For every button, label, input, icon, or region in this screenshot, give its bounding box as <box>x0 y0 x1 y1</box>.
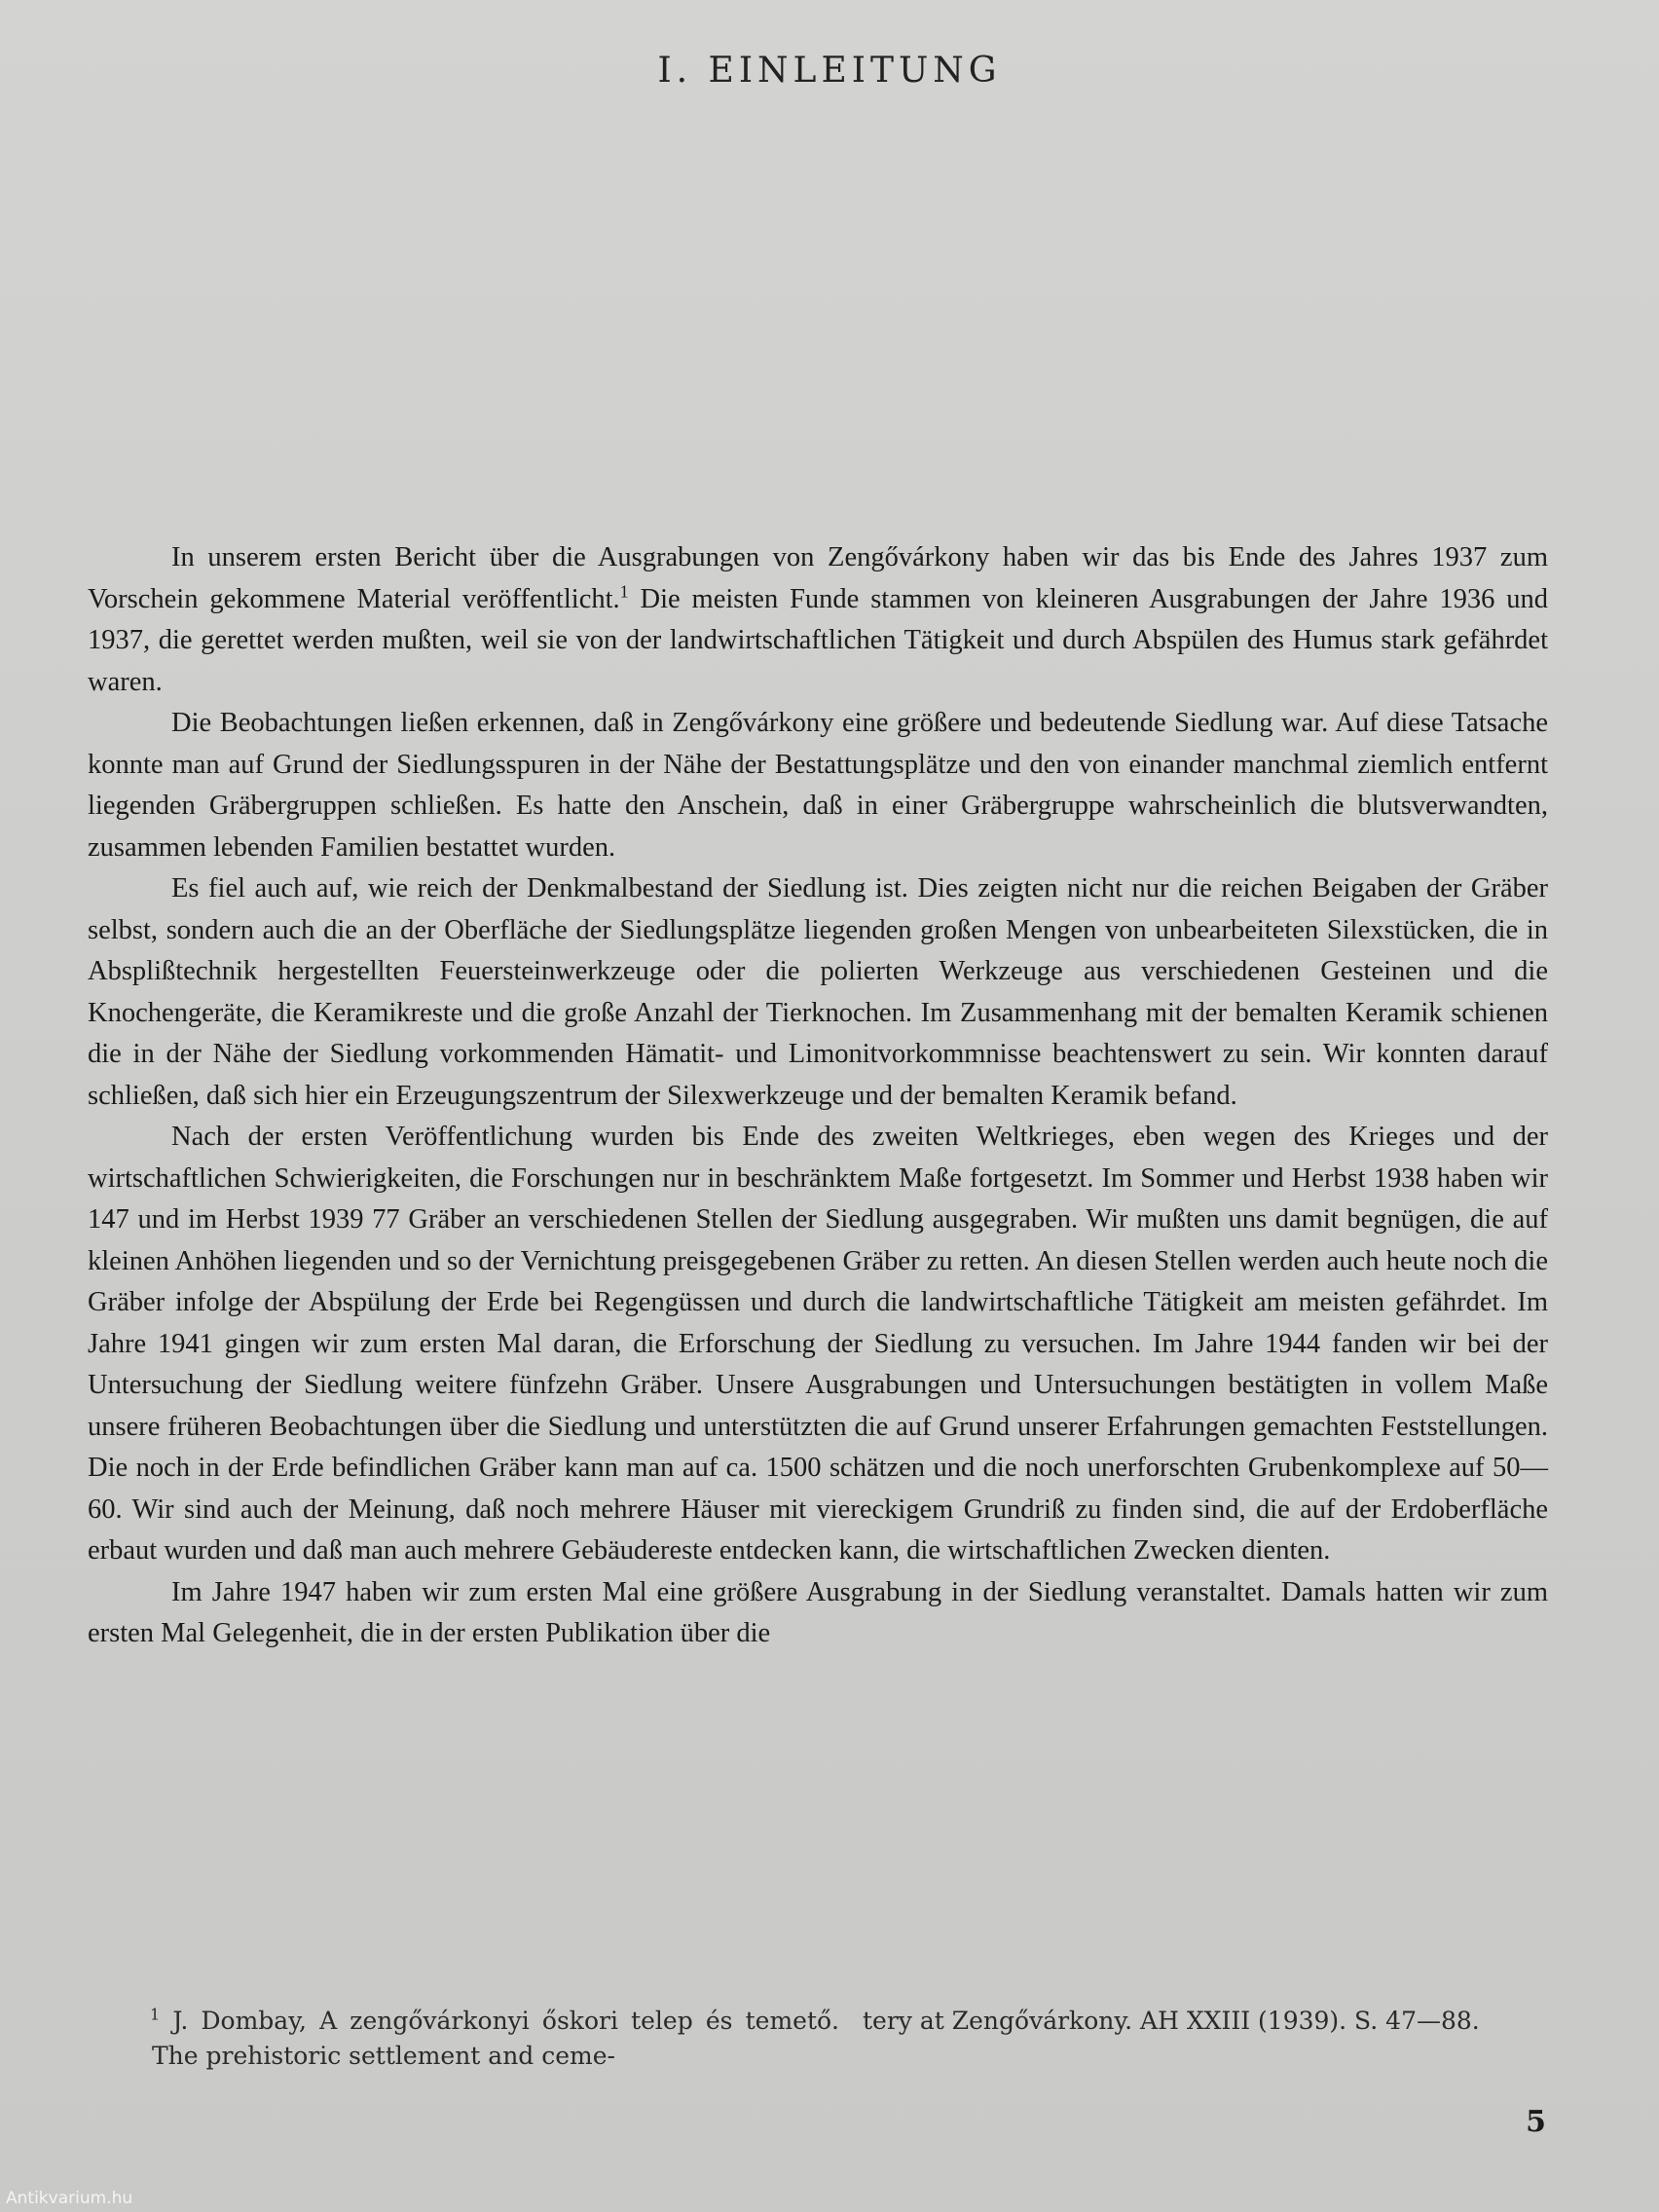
footnote-column-2: tery at Zengővárkony. AH XXIII (1939). S. 47—88. <box>863 2007 1480 2035</box>
chapter-heading: I. EINLEITUNG <box>657 51 1002 91</box>
watermark: Antikvarium.hu <box>6 2189 133 2208</box>
paragraph-1: In unserem ersten Bericht über die Ausgrabungen von Zengővárkony haben wir das bis Ende des Jahres 1937 zum Vorschein gekommene Material veröffentlicht.$^1$ Die meisten Funde stammen von kleineren Ausgrabungen der Jahre 1936 und 1937, die gerettet werden mußten, weil sie von der landwirtschaftlichen Tätigkeit und durch Abspülen des Humus stark gefährdet waren. <box>88 542 1548 697</box>
paragraph-3: Es fiel auch auf, wie reich der Denkmalbestand der Siedlung ist. Dies zeigten nicht nur die reichen Beigaben der Gräber selbst, sondern auch die an der Oberfläche der Siedlungsplätze liegenden großen Mengen von unbearbeiteten Silexstücken, die in Absplißtechnik hergestellten Feuersteinwerkzeuge oder die polierten Werkzeuge aus verschiedenen Gesteinen und die Knochengeräte, die Keramikreste und die große Anzahl der Tierknochen. Im Zusammenhang mit der bemalten Keramik schienen die in der Nähe der Siedlung vorkommenden Hämatit- und Limonitvorkommnisse beachtenswert zu sein. Wir konnten darauf schließen, daß sich hier ein Erzeugungszentrum der Silexwerkzeuge und der bemalten Keramik befand. <box>88 873 1548 1111</box>
paragraph-4: Nach der ersten Veröffentlichung wurden bis Ende des zweiten Weltkrieges, eben wegen des Krieges und der wirtschaftlichen Schwierigkeiten, die Forschungen nur in beschränktem Maße fortgesetzt. Im Sommer und Herbst 1938 haben wir 147 und im Herbst 1939 77 Gräber an verschiedenen Stellen der Siedlung ausgegraben. Wir mußten uns damit begnügen, die auf kleinen Anhöhen liegenden und so der Vernichtung preisgegebenen Gräber zu retten. An diesen Stellen werden auch heute noch die Gräber infolge der Abspülung der Erde bei Regengüssen und durch die landwirtschaftliche Tätigkeit am meisten gefährdet. Im Jahre 1941 gingen wir zum ersten Mal daran, die Erforschung der Siedlung zu versuchen. Im Jahre 1944 fanden wir bei der Untersuchung der Siedlung weitere fünfzehn Gräber. Unsere Ausgrabungen und Untersuchungen bestätigten in vollem Maße unsere früheren Beobachtungen über die Siedlung und unterstützten die auf Grund unserer Erfahrungen gemachten Feststellungen. Die noch in der Erde befindlichen Gräber kann man auf ca. 1500 schätzen und die noch unerforschten Grubenkomplexe auf 50—60. Wir sind auch der Meinung, daß noch mehrere Häuser mit viereckigem Grundriß zu finden sind, die auf der Erdoberfläche erbaut wurden und daß man auch mehrere Gebäudereste entdecken kann, die wirtschaftlichen Zwecken dienten. <box>88 1122 1548 1566</box>
paragraph-5: Im Jahre 1947 haben wir zum ersten Mal eine größere Ausgrabung in der Siedlung veranstaltet. Damals hatten wir zum ersten Mal Gelegenheit, die in der ersten Publikation über die <box>88 1576 1548 1648</box>
body-text <box>88 537 1548 1655</box>
page-number: 5 <box>1526 2105 1546 2139</box>
footnote-column-1: $^1$ J. Dombay, A zengővárkonyi őskori telep és temető. The prehistoric settlement and ceme- <box>150 2005 839 2070</box>
footnote-marker: 1 <box>619 581 629 601</box>
footnote <box>152 2004 1550 2074</box>
paragraph-2: Die Beobachtungen ließen erkennen, daß in Zengővárkony eine größere und bedeutende Siedlung war. Auf diese Tatsache konnte man auf Grund der Siedlungsspuren in der Nähe der Bestattungsplätze und den von einander manchmal ziemlich entfernt liegenden Gräbergruppen schließen. Es hatte den Anschein, daß in einer Gräbergruppe wahrscheinlich die blutsverwandten, zusammen lebenden Familien bestattet wurden. <box>88 708 1548 863</box>
footnote-number: 1 <box>150 2005 161 2024</box>
